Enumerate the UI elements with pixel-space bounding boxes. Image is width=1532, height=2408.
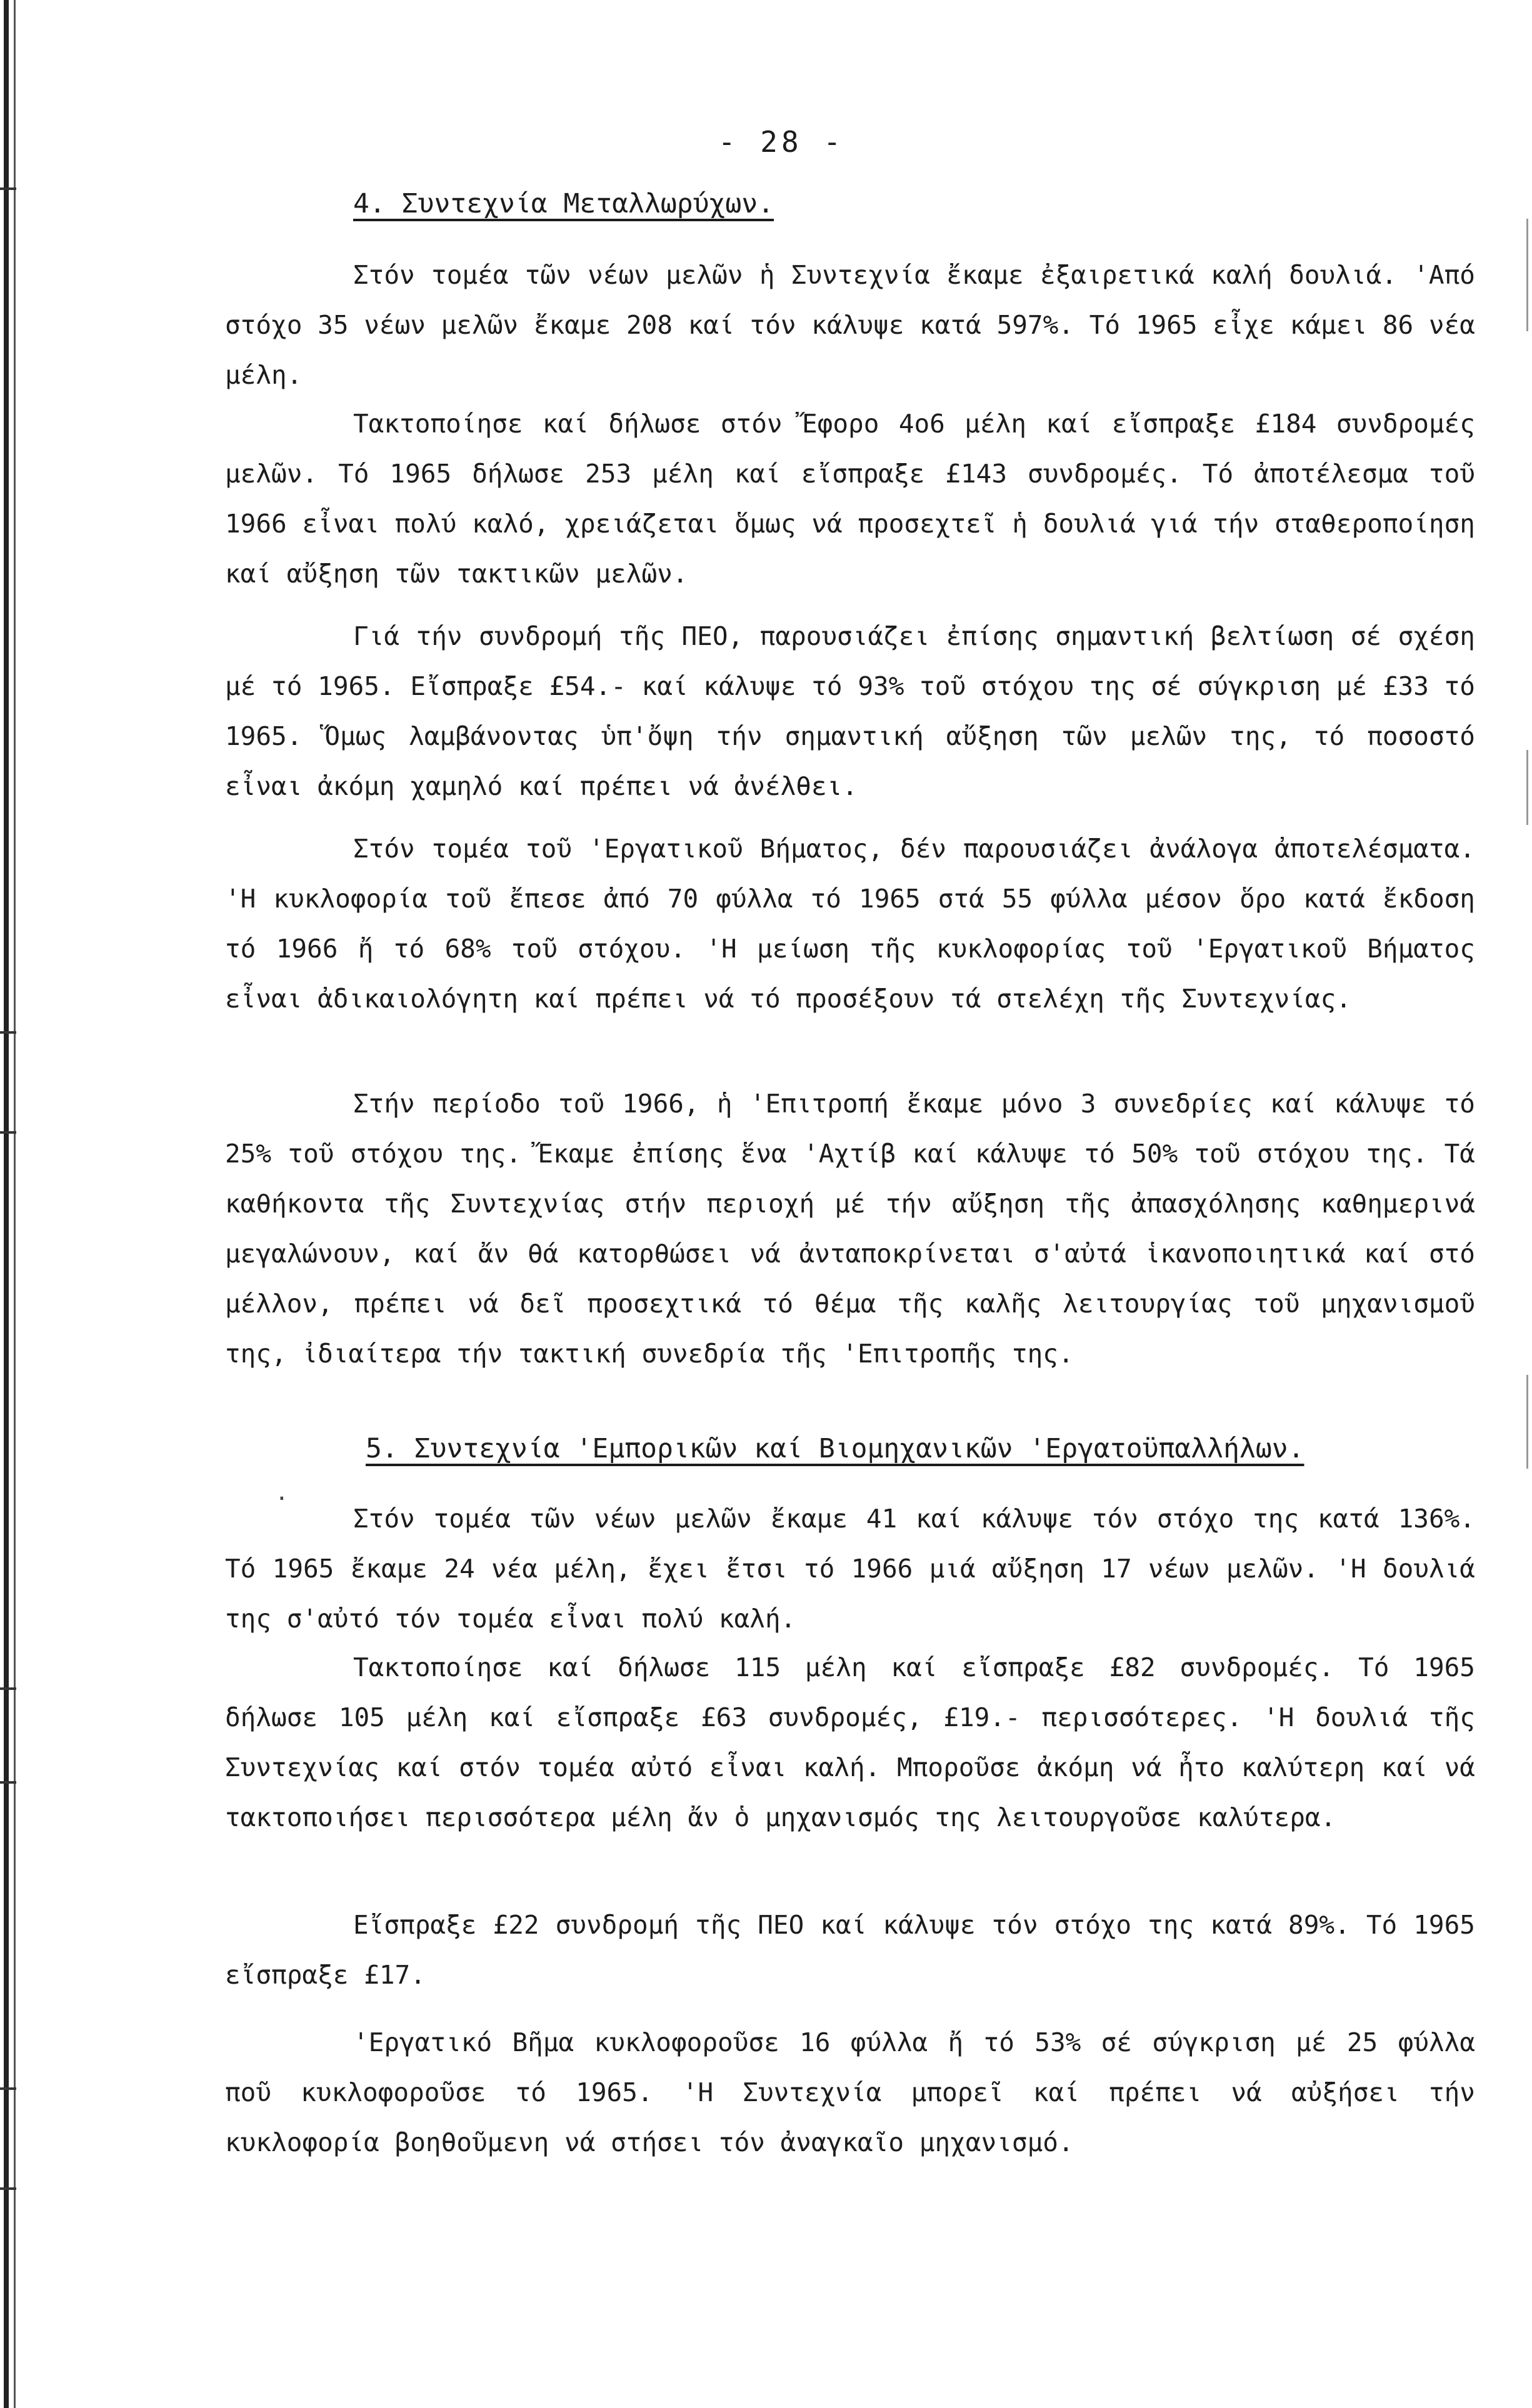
binding-edge [0,0,38,2408]
paragraph-committee: Στήν περίοδο τοῦ 1966, ἡ 'Επιτροπή ἔκαμε μόνο 3 συνεδρίες καί κάλυψε τό 25% τοῦ στόχου της. Ἔκαμε ἐπίσης ἕνα 'Αχτίβ καί κάλυψε τό 50% τοῦ στόχου της. Τά καθήκοντα τῆς Συντεχνίας στήν περιοχή μέ τήν αὔξηση τῆς ἀπασχόλησης καθημερινά μεγαλώνουν, καί ἄν θά κατορθώσει νά ἀνταποκρίνεται σ'αὐτά ἱκανοποιητικά καί στό μέλλον, πρέπει νά δεῖ προσεχτικά τό θέμα τῆς καλῆς λειτουργίας τοῦ μηχανισμοῦ της, ἰδιαίτερα τήν τακτική συνεδρία τῆς 'Επιτροπῆς της. [225,1089,1475,1369]
page-number: - 28 - [718,125,845,159]
paragraph-peo-subscription: Γιά τήν συνδρομή τῆς ΠΕΟ, παρουσιάζει ἐπίσης σημαντική βελτίωση σέ σχέση μέ τό 1965. Εἴσπραξε £54.- καί κάλυψε τό 93% τοῦ στόχου της σέ σύγκριση μέ £33 τό 1965. Ὅμως λαμβάνοντας ὑπ'ὄψη τήν σημαντική αὔξηση τῶν μελῶν της, τό ποσοστό εἶναι ἀκόμη χαμηλό καί πρέπει νά ἀνέλθει. [225,621,1475,801]
document-page: - 28 - 4. Συντεχνία Μεταλλωρύχων. Στόν τομέα τῶν νέων μελῶν ἡ Συντεχνία ἔκαμε ἐξαιρετικά καλή δουλιά. 'Από στόχο 35 νέων μελῶν ἔκαμε 208 καί τόν κάλυψε κατά 597%. Τό 1965 εἶχε κάμει 86 νέα μέλη. Τακτοποίησε καί δήλωσε στόν Ἔφορο 4ο6 μέλη καί εἴσπραξε £184 συνδρομές μελῶν. Τό 1965 δήλωσε 253 μέλη καί εἴσπραξε £143 συνδρομές. Τό ἀποτέλεσμα τοῦ 1966 εἶναι πολύ καλό, χρειάζεται ὅμως νά προσεχτεῖ ἡ δουλιά γιά τήν σταθεροποίηση καί αὔξηση τῶν τακτικῶν μελῶν. Γιά τήν συνδρομή τῆς ΠΕΟ, παρουσιάζει ἐπίσης σημαντική βελτίωση σέ σχέση μέ τό 1965. Εἴσπραξε £54.- καί κάλυψε τό 93% τοῦ στόχου της σέ σύγκριση μέ £33 τό 1965. Ὅμως λαμβάνοντας ὑπ'ὄψη τήν σημαντική αὔξηση τῶν μελῶν της, τό ποσοστό εἶναι ἀκόμη χαμηλό καί πρέπει νά ἀνέλθει. Στόν τομέα τοῦ 'Εργατικοῦ Βήματος, δέν παρουσιάζει ἀνάλογα ἀποτελέσματα. 'Η κυκλοφορία τοῦ ἔπεσε ἀπό 70 φύλλα τό 1965 στά 55 φύλλα μέσον ὅρο κατά ἔκδοση τό 1966 ἤ τό 68% τοῦ στόχου. 'Η μείωση τῆς κυκλοφορίας τοῦ 'Εργατικοῦ Βήματος εἶναι ἀδικαιολόγητη καί πρέπει νά τό προσέξουν τά στελέχη τῆς Συντεχνίας. Στήν περίοδο τοῦ 1966, ἡ 'Επιτροπή ἔκαμε μόνο 3 συνεδρίες καί κάλυψε τό 25% τοῦ στόχου της. Ἔκαμε ἐπίσης ἕνα 'Αχτίβ καί κάλυψε τό 50% τοῦ στόχου της. Τά καθήκοντα τῆς Συντεχνίας στήν περιοχή μέ τήν αὔξηση τῆς ἀπασχόλησης καθημερινά μεγαλώνουν, καί ἄν θά κατορθώσει νά ἀνταποκρίνεται σ'αὐτά ἱκανοποιητικά καί στό μέλλον, πρέπει νά δεῖ προσεχτικά τό θέμα τῆς καλῆς λειτουργίας τοῦ μηχανισμοῦ της, ἰδιαίτερα τήν τακτική συνεδρία τῆς 'Επιτροπῆς της. 5. Συντεχνία 'Εμπορικῶν καί Βιομηχανικῶν 'Εργατοϋπαλλήλων. · Στόν τομέα τῶν νέων μελῶν ἔκαμε 41 καί κάλυψε τόν στόχο της κατά 136%. Τό 1965 ἔκαμε 24 νέα μέλη, ἔχει ἔτσι τό 1966 μιά αὔξηση 17 νέων μελῶν. 'Η δουλιά της σ'αὐτό τόν τομέα εἶναι πολύ καλή. Τακτοποίησε καί δήλωσε 115 μέλη καί εἴσπραξε £82 συνδρομές. Τό 1965 δήλωσε 105 μέλη καί εἴσπραξε £63 συνδρομές, £19.- περισσότερες. 'Η δουλιά τῆς Συντεχνίας καί στόν τομέα αὐτό εἶναι καλή. Μποροῦσε ἀκόμη νά ἦτο καλύτερη καί νά τακτοποιήσει περισσότερα μέλη ἄν ὁ μηχανισμός της λειτουργοῦσε καλύτερα. Εἴσπραξε £22 συνδρομή τῆς ΠΕΟ καί κάλυψε τόν στόχο της κατά 89%. Τό 1965 εἴσπραξε £17. 'Εργατικό Βῆμα κυκλοφοροῦσε 16 φύλλα ἤ τό 53% σέ σύγκριση μέ 25 φύλλα ποῦ κυκλοφοροῦσε τό 1965. 'Η Συντεχνία μπορεῖ καί πρέπει νά αὐξήσει τήν κυκλοφορία βοηθοῦμενη νά στήσει τόν ἀναγκαῖο μηχανισμό. [0,0,1532,2408]
paragraph-registration-2: Τακτοποίησε καί δήλωσε 115 μέλη καί εἴσπραξε £82 συνδρομές. Τό 1965 δήλωσε 105 μέλη καί εἴσπραξε £63 συνδρομές, £19.- περισσότερες. 'Η δουλιά τῆς Συντεχνίας καί στόν τομέα αὐτό εἶναι καλή. Μποροῦσε ἀκόμη νά ἦτο καλύτερη καί νά τακτοποιήσει περισσότερα μέλη ἄν ὁ μηχανισμός της λειτουργοῦσε καλύτερα. [225,1652,1475,1832]
right-margin-marks [1513,0,1532,2408]
paragraph-ergatiko-vima: Στόν τομέα τοῦ 'Εργατικοῦ Βήματος, δέν παρουσιάζει ἀνάλογα ἀποτελέσματα. 'Η κυκλοφορία τοῦ ἔπεσε ἀπό 70 φύλλα τό 1965 στά 55 φύλλα μέσον ὅρο κατά ἔκδοση τό 1966 ἤ τό 68% τοῦ στόχου. 'Η μείωση τῆς κυκλοφορίας τοῦ 'Εργατικοῦ Βήματος εἶναι ἀδικαιολόγητη καί πρέπει νά τό προσέξουν τά στελέχη τῆς Συντεχνίας. [225,834,1475,1014]
paragraph-peo-2: Εἴσπραξε £22 συνδρομή τῆς ΠΕΟ καί κάλυψε τόν στόχο της κατά 89%. Τό 1965 εἴσπραξε £17. [225,1910,1475,1990]
paragraph-new-members-2: Στόν τομέα τῶν νέων μελῶν ἔκαμε 41 καί κάλυψε τόν στόχο της κατά 136%. Τό 1965 ἔκαμε 24 νέα μέλη, ἔχει ἔτσι τό 1966 μιά αὔξηση 17 νέων μελῶν. 'Η δουλιά της σ'αὐτό τόν τομέα εἶναι πολύ καλή. [225,1504,1475,1634]
paragraph-registration: Τακτοποίησε καί δήλωσε στόν Ἔφορο 4ο6 μέλη καί εἴσπραξε £184 συνδρομές μελῶν. Τό 1965 δήλωσε 253 μέλη καί εἴσπραξε £143 συνδρομές. Τό ἀποτέλεσμα τοῦ 1966 εἶναι πολύ καλό, χρειάζεται ὅμως νά προσεχτεῖ ἡ δουλιά γιά τήν σταθεροποίηση καί αὔξηση τῶν τακτικῶν μελῶν. [225,409,1475,589]
paragraph-new-members: Στόν τομέα τῶν νέων μελῶν ἡ Συντεχνία ἔκαμε ἐξαιρετικά καλή δουλιά. 'Από στόχο 35 νέων μελῶν ἔκαμε 208 καί τόν κάλυψε κατά 597%. Τό 1965 εἶχε κάμει 86 νέα μέλη. [225,260,1475,390]
section-heading-metalworkers: 4. Συντεχνία Μεταλλωρύχων. [353,188,774,219]
section-heading-commercial-employees: 5. Συντεχνία 'Εμπορικῶν καί Βιομηχανικῶν 'Εργατοϋπαλλήλων. [366,1433,1304,1464]
paragraph-ergatiko-vima-2: 'Εργατικό Βῆμα κυκλοφοροῦσε 16 φύλλα ἤ τό 53% σέ σύγκριση μέ 25 φύλλα ποῦ κυκλοφοροῦσε τό 1965. 'Η Συντεχνία μπορεῖ καί πρέπει νά αὐξήσει τήν κυκλοφορία βοηθοῦμενη νά στήσει τόν ἀναγκαῖο μηχανισμό. [225,2027,1475,2157]
